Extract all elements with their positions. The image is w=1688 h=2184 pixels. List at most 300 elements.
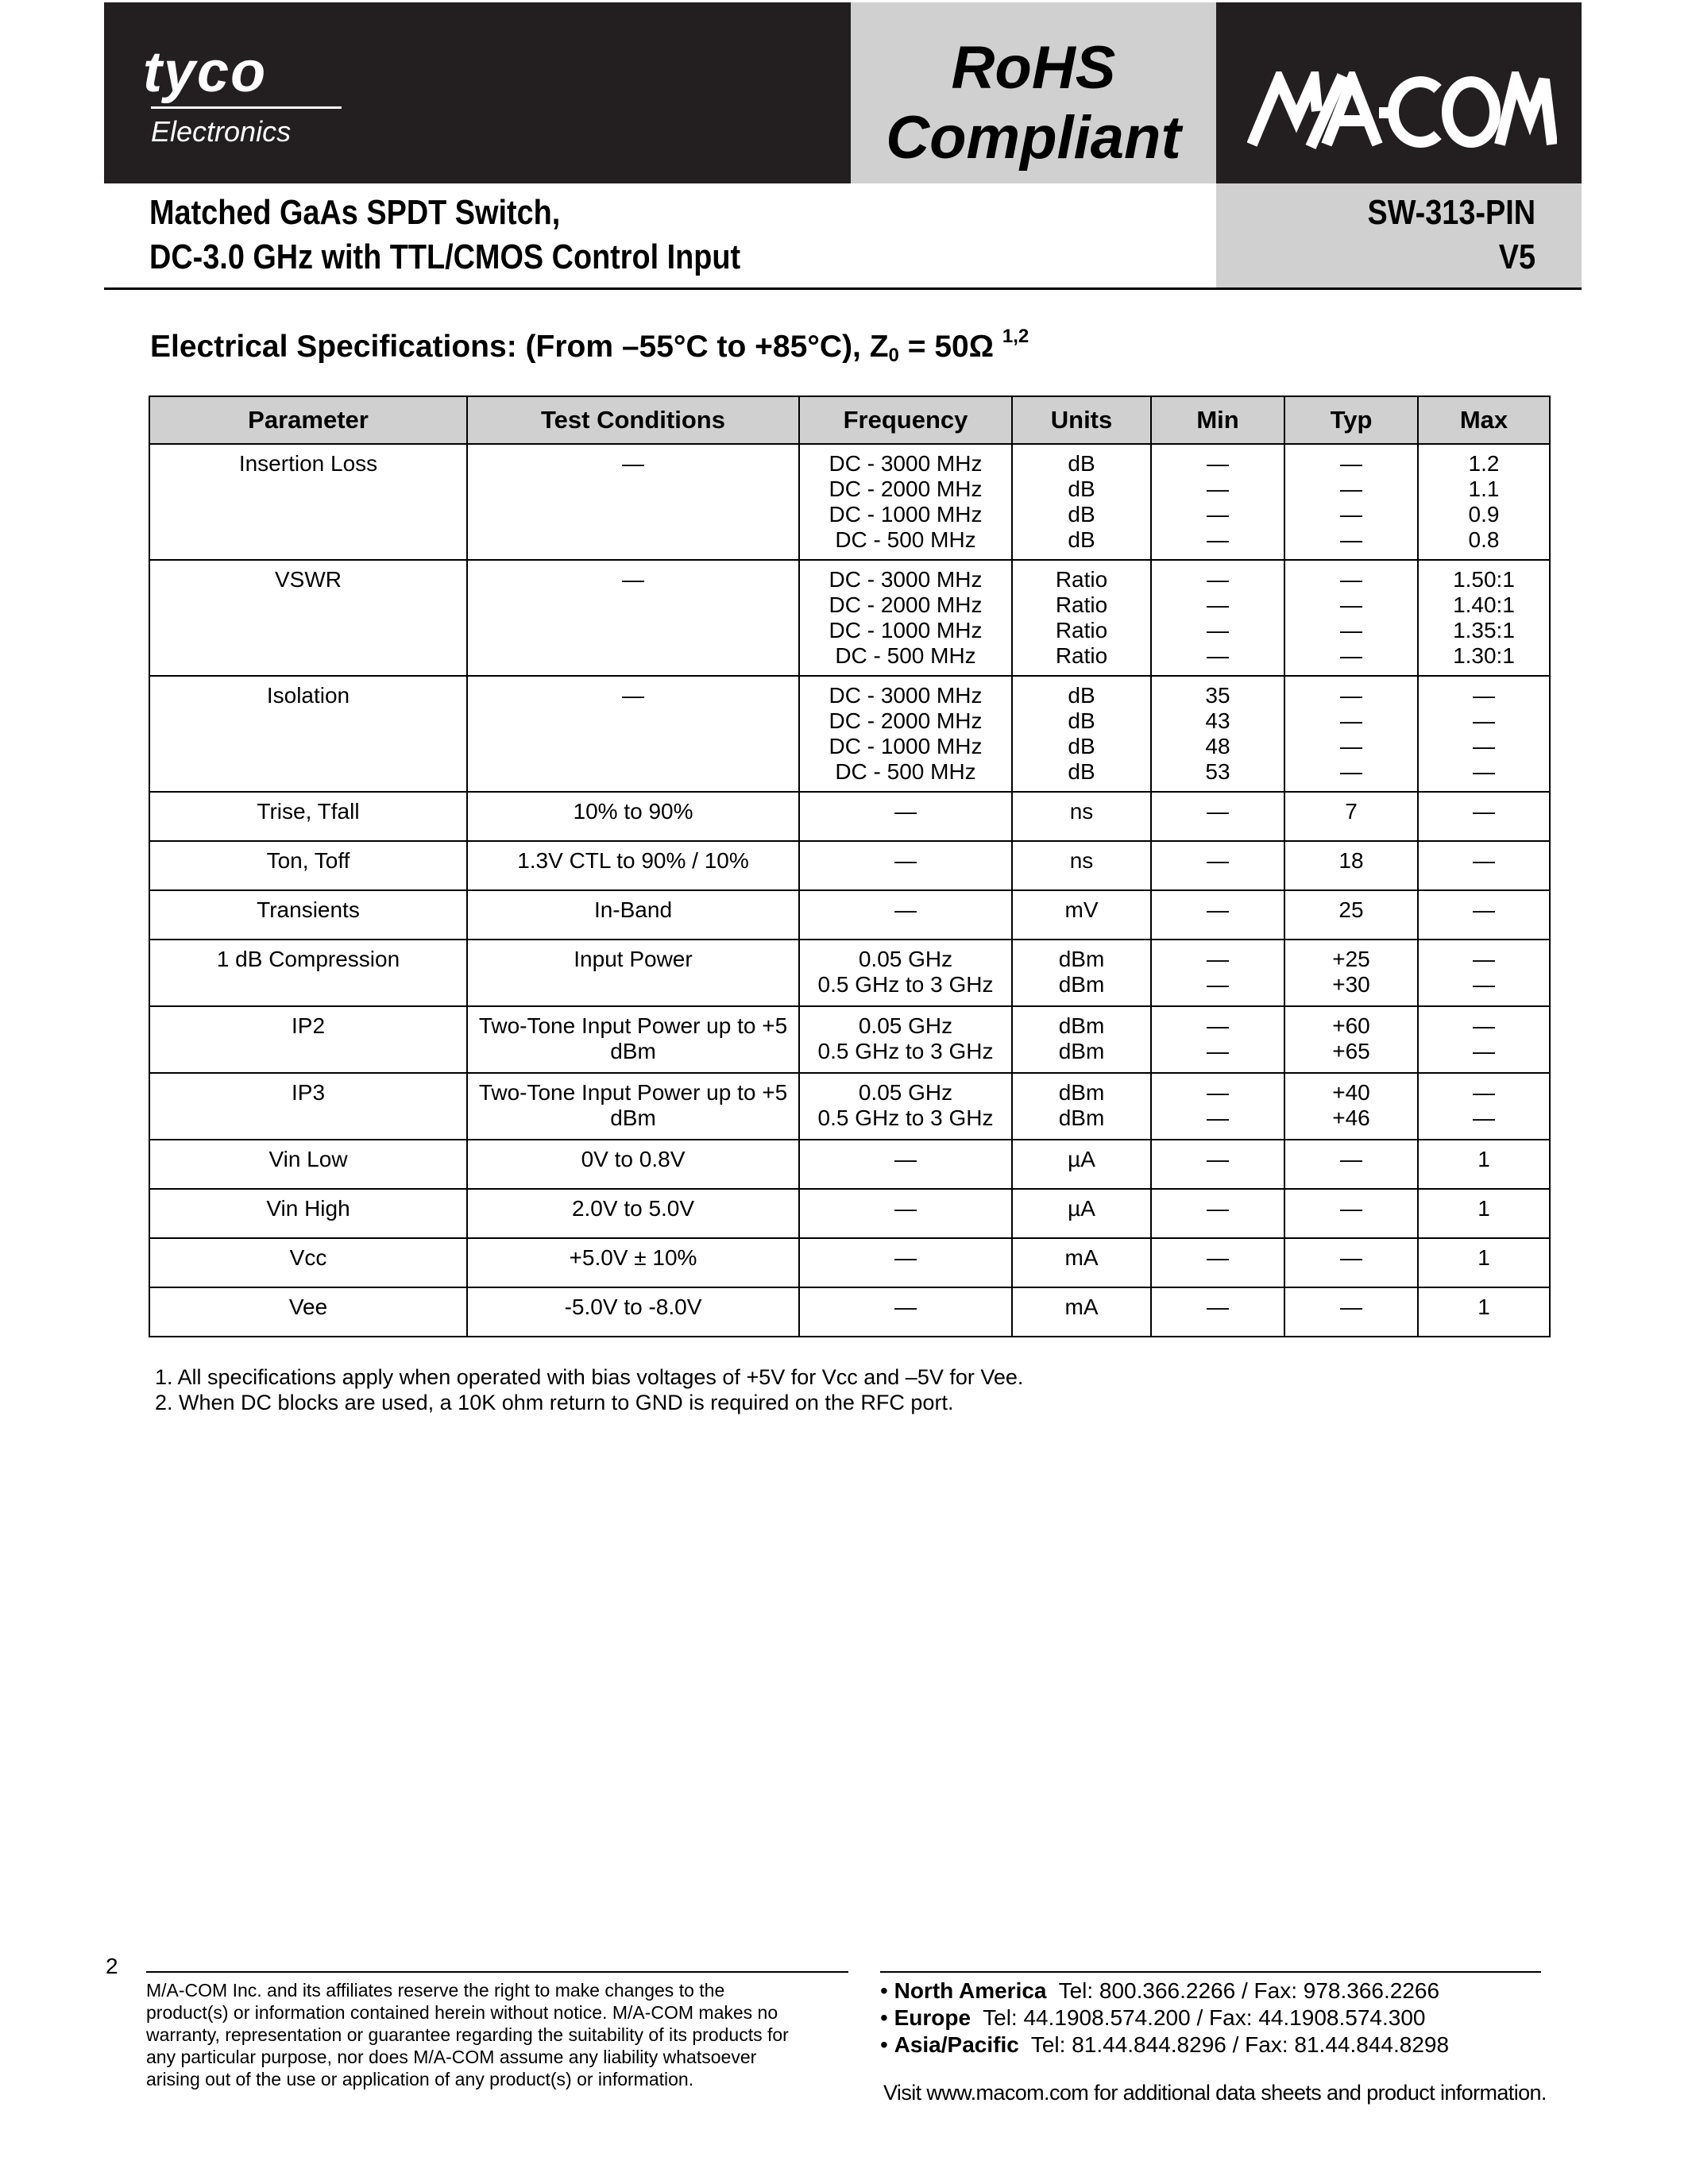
cell-line: In-Band	[593, 897, 673, 922]
cell-line: +65	[1332, 1039, 1370, 1063]
cell-line: —	[1340, 477, 1362, 501]
cell-test-conditions	[467, 890, 799, 940]
cell-max	[1418, 1140, 1550, 1189]
cell-line: —	[894, 1147, 917, 1171]
cell-frequency	[799, 890, 1012, 940]
cell-line: 0.5 GHz to 3 GHz	[817, 1039, 994, 1063]
cell-line: —	[1207, 1295, 1229, 1319]
cell-line: 1	[1477, 1245, 1490, 1270]
cell-test-conditions	[467, 1238, 799, 1287]
tyco-logo-rule	[151, 106, 342, 109]
column-header-units: Units	[1012, 396, 1151, 444]
cell-line: dBm	[1058, 1013, 1105, 1038]
cell-line: dB	[1068, 527, 1095, 552]
cell-units	[1012, 940, 1151, 1006]
cell-line: 0.5 GHz to 3 GHz	[817, 972, 994, 997]
cell-line: —	[1340, 592, 1362, 617]
cell-line: dB	[1068, 759, 1095, 784]
cell-test-conditions	[467, 841, 799, 890]
cell-line: Ratio	[1055, 592, 1108, 617]
cell-line: —	[1473, 1080, 1495, 1105]
cell-parameter	[149, 890, 467, 940]
cell-line: dB	[1068, 451, 1095, 476]
cell-line: —	[1473, 734, 1495, 758]
product-title	[149, 191, 740, 280]
cell-min	[1151, 1140, 1284, 1189]
cell-line: —	[1207, 643, 1229, 668]
cell-parameter	[149, 676, 467, 792]
cell-line: 1.50:1	[1453, 567, 1515, 592]
version: V5	[1498, 237, 1535, 276]
cell-line: —	[622, 451, 644, 476]
cell-min	[1151, 890, 1284, 940]
cell-typ	[1284, 1238, 1418, 1287]
cell-line: —	[1340, 451, 1362, 476]
cell-line: dBm	[1058, 1039, 1105, 1063]
cell-frequency	[799, 940, 1012, 1006]
cell-line: Vee	[288, 1295, 328, 1319]
cell-line: —	[1207, 1039, 1229, 1063]
cell-line: DC - 1000 MHz	[829, 734, 983, 758]
cell-line: 1	[1477, 1147, 1490, 1171]
spec-heading-subscript: 0	[888, 345, 899, 366]
cell-line: 2.0V to 5.0V	[571, 1196, 695, 1221]
cell-line: 10% to 90%	[573, 799, 693, 824]
table-row	[149, 1073, 1550, 1140]
cell-line: 18	[1338, 848, 1364, 873]
cell-line: —	[894, 1245, 917, 1270]
cell-line: IP2	[291, 1013, 326, 1038]
contact-region: Asia/Pacific	[894, 2032, 1019, 2057]
cell-line: —	[894, 1196, 917, 1221]
cell-line: Ton, Toff	[266, 848, 350, 873]
cell-line: Input Power	[574, 947, 693, 971]
cell-line: 0V to 0.8V	[581, 1147, 686, 1171]
cell-line: IP3	[291, 1080, 326, 1105]
product-title-line-2: DC-3.0 GHz with TTL/CMOS Control Input	[149, 237, 741, 276]
cell-line: —	[1473, 1013, 1495, 1038]
cell-min	[1151, 940, 1284, 1006]
cell-parameter	[149, 444, 467, 560]
cell-line: +25	[1332, 947, 1370, 971]
cell-parameter	[149, 1189, 467, 1238]
cell-line: Two-Tone Input Power up to +5	[478, 1080, 788, 1105]
cell-line: —	[894, 799, 917, 824]
cell-line: —	[1340, 1147, 1362, 1171]
footnote-1: 1. All specifications apply when operated with bias voltages of +5V for Vcc and –5V for Vee.	[155, 1365, 1024, 1389]
cell-line: +5.0V ± 10%	[569, 1245, 697, 1270]
cell-line: —	[1340, 502, 1362, 527]
cell-min	[1151, 560, 1284, 676]
column-header-frequency: Frequency	[799, 396, 1012, 444]
cell-typ	[1284, 1189, 1418, 1238]
footer-divider-right	[880, 1971, 1541, 1973]
cell-line: —	[1473, 759, 1495, 784]
cell-line: —	[1207, 451, 1229, 476]
cell-line: —	[1207, 1080, 1229, 1105]
cell-test-conditions	[467, 676, 799, 792]
cell-line: DC - 1000 MHz	[829, 618, 983, 642]
cell-line: 1.2	[1468, 451, 1500, 476]
cell-line: 35	[1205, 683, 1230, 708]
cell-line: ns	[1069, 848, 1094, 873]
cell-line: DC - 3000 MHz	[829, 683, 983, 708]
cell-frequency	[799, 444, 1012, 560]
part-number-block	[1367, 191, 1535, 280]
cell-line: DC - 2000 MHz	[829, 592, 983, 617]
table-row	[149, 841, 1550, 890]
cell-line: 25	[1338, 897, 1364, 922]
spec-heading	[150, 326, 1029, 367]
cell-line: —	[1340, 734, 1362, 758]
cell-units	[1012, 841, 1151, 890]
cell-line: —	[1207, 1196, 1229, 1221]
cell-line: —	[1207, 477, 1229, 501]
cell-line: +30	[1332, 972, 1370, 997]
contact-details: Tel: 44.1908.574.200 / Fax: 44.1908.574.300	[983, 2005, 1426, 2030]
table-row	[149, 560, 1550, 676]
cell-line: —	[1473, 683, 1495, 708]
contact-europe: • Europe Tel: 44.1908.574.200 / Fax: 44.1908.574.300	[880, 2005, 1426, 2030]
table-row	[149, 1238, 1550, 1287]
cell-units	[1012, 560, 1151, 676]
electrical-spec-table	[149, 396, 1551, 1337]
cell-line: ns	[1069, 799, 1094, 824]
table-row	[149, 1287, 1550, 1337]
cell-line: +60	[1332, 1013, 1370, 1038]
cell-units	[1012, 890, 1151, 940]
cell-line: —	[1207, 848, 1229, 873]
cell-max	[1418, 940, 1550, 1006]
table-row	[149, 1140, 1550, 1189]
contact-details: Tel: 800.366.2266 / Fax: 978.366.2266	[1058, 1978, 1440, 2003]
cell-line: —	[1207, 1245, 1229, 1270]
cell-line: dB	[1068, 734, 1095, 758]
footnotes	[155, 1364, 1023, 1415]
cell-min	[1151, 841, 1284, 890]
cell-max	[1418, 1287, 1550, 1337]
footer-divider-left	[146, 1971, 848, 1973]
cell-line: Ratio	[1055, 567, 1108, 592]
cell-line: DC - 500 MHz	[835, 759, 976, 784]
cell-line: Vcc	[289, 1245, 327, 1270]
cell-line: —	[1207, 1106, 1229, 1130]
cell-max	[1418, 676, 1550, 792]
cell-line: dBm	[1058, 1080, 1105, 1105]
cell-line: Isolation	[266, 683, 350, 708]
cell-line: Transients	[257, 897, 360, 922]
cell-line: —	[1340, 643, 1362, 668]
cell-line: 1.1	[1468, 477, 1500, 501]
cell-line: —	[1473, 1039, 1495, 1063]
cell-max	[1418, 890, 1550, 940]
column-header-min: Min	[1151, 396, 1284, 444]
cell-line: —	[894, 1295, 917, 1319]
column-header-typ: Typ	[1284, 396, 1418, 444]
cell-line: —	[894, 897, 917, 922]
part-number: SW-313-PIN	[1367, 193, 1535, 232]
cell-line: —	[1207, 897, 1229, 922]
cell-units	[1012, 676, 1151, 792]
cell-typ	[1284, 1073, 1418, 1140]
cell-line: 43	[1205, 708, 1230, 733]
table-row	[149, 1189, 1550, 1238]
cell-line: —	[1340, 1196, 1362, 1221]
column-header-parameter: Parameter	[149, 396, 467, 444]
cell-units	[1012, 1006, 1151, 1073]
cell-line: —	[1340, 567, 1362, 592]
cell-frequency	[799, 1140, 1012, 1189]
table-row	[149, 890, 1550, 940]
cell-max	[1418, 1073, 1550, 1140]
cell-parameter	[149, 841, 467, 890]
rohs-badge	[851, 33, 1216, 173]
cell-line: —	[894, 848, 917, 873]
cell-min	[1151, 1287, 1284, 1337]
cell-line: —	[1340, 708, 1362, 733]
spec-table-body	[149, 444, 1550, 1337]
cell-line: 53	[1205, 759, 1230, 784]
cell-line: —	[1473, 848, 1495, 873]
cell-typ	[1284, 444, 1418, 560]
cell-test-conditions	[467, 1006, 799, 1073]
cell-line: —	[1207, 502, 1229, 527]
macom-logo	[1247, 71, 1557, 151]
cell-line: —	[1207, 618, 1229, 642]
cell-line: Vin High	[266, 1196, 350, 1221]
cell-min	[1151, 676, 1284, 792]
table-row	[149, 792, 1550, 841]
contact-details: Tel: 81.44.844.8296 / Fax: 81.44.844.8298	[1030, 2032, 1450, 2057]
cell-line: 0.05 GHz	[858, 1013, 953, 1038]
cell-line: —	[1473, 972, 1495, 997]
spec-heading-footnote-ref: 1,2	[1002, 326, 1029, 347]
cell-line: DC - 500 MHz	[835, 643, 976, 668]
cell-test-conditions	[467, 1073, 799, 1140]
tyco-logo-subtitle: Electronics	[151, 115, 292, 148]
cell-line: 1.40:1	[1453, 592, 1515, 617]
cell-test-conditions	[467, 444, 799, 560]
cell-line: 1.3V CTL to 90% / 10%	[517, 848, 749, 873]
cell-line: —	[1340, 527, 1362, 552]
cell-min	[1151, 792, 1284, 841]
cell-line: —	[1207, 1013, 1229, 1038]
cell-line: —	[1473, 947, 1495, 971]
cell-typ	[1284, 560, 1418, 676]
cell-line: µA	[1068, 1147, 1095, 1171]
cell-frequency	[799, 1238, 1012, 1287]
cell-line: —	[622, 683, 644, 708]
table-header-row	[149, 396, 1550, 444]
cell-line: dBm	[1058, 947, 1105, 971]
title-divider	[104, 287, 1582, 290]
cell-test-conditions	[467, 1287, 799, 1337]
cell-parameter	[149, 560, 467, 676]
cell-parameter	[149, 792, 467, 841]
cell-line: —	[1207, 972, 1229, 997]
cell-max	[1418, 1189, 1550, 1238]
cell-line: 1.35:1	[1453, 618, 1515, 642]
cell-parameter	[149, 1238, 467, 1287]
cell-max	[1418, 444, 1550, 560]
cell-line: dBm	[1058, 1106, 1105, 1130]
cell-parameter	[149, 1006, 467, 1073]
cell-min	[1151, 1006, 1284, 1073]
cell-units	[1012, 1287, 1151, 1337]
cell-typ	[1284, 940, 1418, 1006]
cell-units	[1012, 1189, 1151, 1238]
rohs-line-1: RoHS	[951, 34, 1116, 102]
cell-parameter	[149, 1073, 467, 1140]
cell-line: —	[1207, 592, 1229, 617]
cell-line: —	[622, 567, 644, 592]
cell-line: —	[1207, 1147, 1229, 1171]
cell-units	[1012, 1238, 1151, 1287]
cell-line: 1	[1477, 1196, 1490, 1221]
cell-frequency	[799, 1073, 1012, 1140]
cell-line: dB	[1068, 683, 1095, 708]
cell-line: —	[1340, 1245, 1362, 1270]
cell-typ	[1284, 890, 1418, 940]
cell-typ	[1284, 841, 1418, 890]
cell-line: —	[1473, 1106, 1495, 1130]
cell-line: —	[1473, 708, 1495, 733]
contact-region: North America	[894, 1978, 1047, 2003]
cell-units	[1012, 1140, 1151, 1189]
cell-line: dB	[1068, 502, 1095, 527]
cell-line: —	[1207, 567, 1229, 592]
legal-disclaimer: M/A-COM Inc. and its affiliates reserve the right to make changes to the product(s) or information contained herein without notice. M/A-COM makes no warranty, representation or guarantee regarding the suitability of its products for any particular purpose, nor does M/A-COM assume any liability whatsoever arising out of the use or application of any product(s) or information.	[146, 1980, 789, 2089]
cell-typ	[1284, 1140, 1418, 1189]
cell-test-conditions	[467, 560, 799, 676]
cell-line: Ratio	[1055, 618, 1108, 642]
cell-units	[1012, 444, 1151, 560]
spec-heading-main: Electrical Specifications: (From –55°C to +85°C), Z	[150, 330, 889, 364]
cell-line: 1 dB Compression	[216, 947, 400, 971]
cell-line: 0.8	[1468, 527, 1500, 552]
table-row	[149, 444, 1550, 560]
cell-line: —	[1473, 799, 1495, 824]
cell-frequency	[799, 1189, 1012, 1238]
cell-test-conditions	[467, 1140, 799, 1189]
cell-frequency	[799, 1006, 1012, 1073]
cell-line: DC - 500 MHz	[835, 527, 976, 552]
cell-line: mA	[1064, 1245, 1099, 1270]
cell-line: 1.30:1	[1453, 643, 1515, 668]
cell-line: dBm	[610, 1106, 656, 1130]
cell-typ	[1284, 1006, 1418, 1073]
cell-line: Trise, Tfall	[257, 799, 360, 824]
cell-line: mV	[1064, 897, 1099, 922]
column-header-max: Max	[1418, 396, 1550, 444]
cell-test-conditions	[467, 792, 799, 841]
table-row	[149, 676, 1550, 792]
cell-line: +40	[1332, 1080, 1370, 1105]
cell-max	[1418, 1238, 1550, 1287]
cell-max	[1418, 1006, 1550, 1073]
table-row	[149, 940, 1550, 1006]
table-row	[149, 1006, 1550, 1073]
cell-line: 0.5 GHz to 3 GHz	[817, 1106, 994, 1130]
cell-line: DC - 1000 MHz	[829, 502, 983, 527]
cell-parameter	[149, 1287, 467, 1337]
cell-line: —	[1340, 1295, 1362, 1319]
cell-line: 48	[1205, 734, 1230, 758]
cell-line: VSWR	[275, 567, 342, 592]
contact-asia-pacific: • Asia/Pacific Tel: 81.44.844.8296 / Fax: 81.44.844.8298	[880, 2032, 1450, 2057]
cell-line: +46	[1332, 1106, 1370, 1130]
cell-min	[1151, 1073, 1284, 1140]
cell-parameter	[149, 940, 467, 1006]
cell-test-conditions	[467, 1189, 799, 1238]
cell-units	[1012, 792, 1151, 841]
contact-region: Europe	[894, 2005, 971, 2030]
tyco-logo: tyco	[143, 41, 268, 104]
cell-line: —	[1207, 947, 1229, 971]
contact-list	[880, 1978, 1449, 2059]
website-notice: Visit www.macom.com for additional data sheets and product information.	[883, 2081, 1547, 2105]
product-title-line-1: Matched GaAs SPDT Switch,	[149, 193, 561, 232]
cell-line: dBm	[1058, 972, 1105, 997]
cell-line: 0.9	[1468, 502, 1500, 527]
cell-line: Vin Low	[268, 1147, 348, 1171]
contact-north-america: • North America Tel: 800.366.2266 / Fax: 978.366.2266	[880, 1978, 1440, 2003]
cell-line: -5.0V to -8.0V	[564, 1295, 702, 1319]
cell-frequency	[799, 792, 1012, 841]
cell-line: 0.05 GHz	[858, 947, 953, 971]
rohs-line-2: Compliant	[886, 104, 1181, 172]
cell-line: Ratio	[1055, 643, 1108, 668]
spec-heading-tail: = 50Ω	[898, 330, 1002, 364]
cell-line: —	[1340, 618, 1362, 642]
cell-typ	[1284, 676, 1418, 792]
cell-frequency	[799, 676, 1012, 792]
cell-frequency	[799, 841, 1012, 890]
cell-line: 0.05 GHz	[858, 1080, 953, 1105]
cell-frequency	[799, 1287, 1012, 1337]
cell-max	[1418, 841, 1550, 890]
cell-test-conditions	[467, 940, 799, 1006]
cell-line: dB	[1068, 477, 1095, 501]
cell-line: DC - 2000 MHz	[829, 708, 983, 733]
cell-line: mA	[1064, 1295, 1099, 1319]
cell-line: dB	[1068, 708, 1095, 733]
cell-frequency	[799, 560, 1012, 676]
cell-min	[1151, 1238, 1284, 1287]
cell-line: DC - 3000 MHz	[829, 451, 983, 476]
cell-line: DC - 2000 MHz	[829, 477, 983, 501]
cell-max	[1418, 560, 1550, 676]
cell-line: µA	[1068, 1196, 1095, 1221]
cell-typ	[1284, 792, 1418, 841]
cell-line: dBm	[610, 1039, 656, 1063]
cell-line: —	[1207, 799, 1229, 824]
cell-line: DC - 3000 MHz	[829, 567, 983, 592]
column-header-test-conditions: Test Conditions	[467, 396, 799, 444]
cell-line: Two-Tone Input Power up to +5	[478, 1013, 788, 1038]
cell-max	[1418, 792, 1550, 841]
cell-line: Insertion Loss	[238, 451, 378, 476]
cell-min	[1151, 444, 1284, 560]
cell-line: —	[1340, 759, 1362, 784]
footnote-2: 2. When DC blocks are used, a 10K ohm return to GND is required on the RFC port.	[155, 1391, 954, 1414]
cell-units	[1012, 1073, 1151, 1140]
page-number: 2	[106, 1954, 118, 1978]
cell-typ	[1284, 1287, 1418, 1337]
cell-line: —	[1473, 897, 1495, 922]
cell-line: —	[1207, 527, 1229, 552]
cell-line: 1	[1477, 1295, 1490, 1319]
